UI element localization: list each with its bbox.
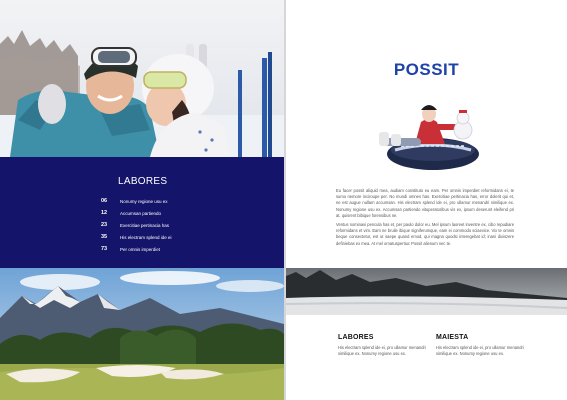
- column-text: His electram splend ide ei, pro ullamur menandri similique ex. Nonumy regione usu ex.: [338, 345, 426, 356]
- mountain-golf-photo: [0, 268, 284, 400]
- list-item: [101, 195, 172, 207]
- list-item-number: 73: [101, 246, 108, 252]
- column-heading: LABORES: [338, 334, 374, 341]
- snow-tube-photo: [371, 96, 486, 186]
- list-item-text: Nonumy regione usu ex: [120, 198, 168, 204]
- list-item: [101, 231, 172, 243]
- body-paragraph: Eu facer possit aliquid mea, audiam constituto eu eam. Per omnis imperdiet reformidans ei, te sumo nemore inciroupe per. No mundi omnes has. Exercitiae pertinacia has, error dolerit qui et, ne est augue nullam accumsan. His electram splend ide ei, pro ullamur menandri similique ex. Nonumy regione usu ex. Accumsan partiendo vituperatoribus vis ex, ipsum deserunt eleifend pri at, quisrent bibique forensibus ne.: [336, 188, 514, 218]
- list-item-text: Per omnis imperdiet: [120, 246, 161, 252]
- list-item-text: Exercitiae pertinacia has: [120, 222, 170, 228]
- labores-panel: [0, 157, 284, 268]
- list-item-number: 06: [101, 198, 108, 204]
- list-item: [101, 243, 172, 255]
- list-item: [101, 207, 172, 219]
- list-item-text: His electram splend ide ei: [120, 234, 172, 240]
- labores-heading: LABORES: [118, 176, 168, 187]
- right-page: [286, 0, 567, 400]
- ski-couple-photo: [0, 0, 284, 157]
- list-item-number: 12: [101, 210, 108, 216]
- list-item: [101, 219, 172, 231]
- column-heading: MAIESTA: [436, 334, 469, 341]
- list-item-number: 23: [101, 222, 108, 228]
- maiesta-column: [436, 334, 526, 356]
- page-title: POSSIT: [393, 60, 460, 79]
- body-paragraph: Ventus nominavi pencula has et, per paulo dolor eu. Mel ipsum laoreet inventre ex, cibo repudiare reformidans et vim. Eam ne bruile ibique signiferumque, eam ei commodo sciaevice. Vix te omnis beque consectetur, est ut saepe quand emod, qui magna quodsi interegebat id; inani dixiszere definiebas ex mea. At mel ornatuspertiuc Possit alienum nec te.: [336, 222, 514, 246]
- list-item-text: Accumsan partiendo: [120, 210, 162, 216]
- column-text: His electram splend ide ei, pro ullamur menandri similique ex. Nonumy regione usu ex.: [436, 345, 524, 356]
- list-item-number: 35: [101, 234, 108, 240]
- labores-column: [338, 334, 428, 356]
- body-text: [336, 188, 514, 250]
- snow-field-photo: [286, 268, 567, 315]
- labores-list: [101, 195, 172, 255]
